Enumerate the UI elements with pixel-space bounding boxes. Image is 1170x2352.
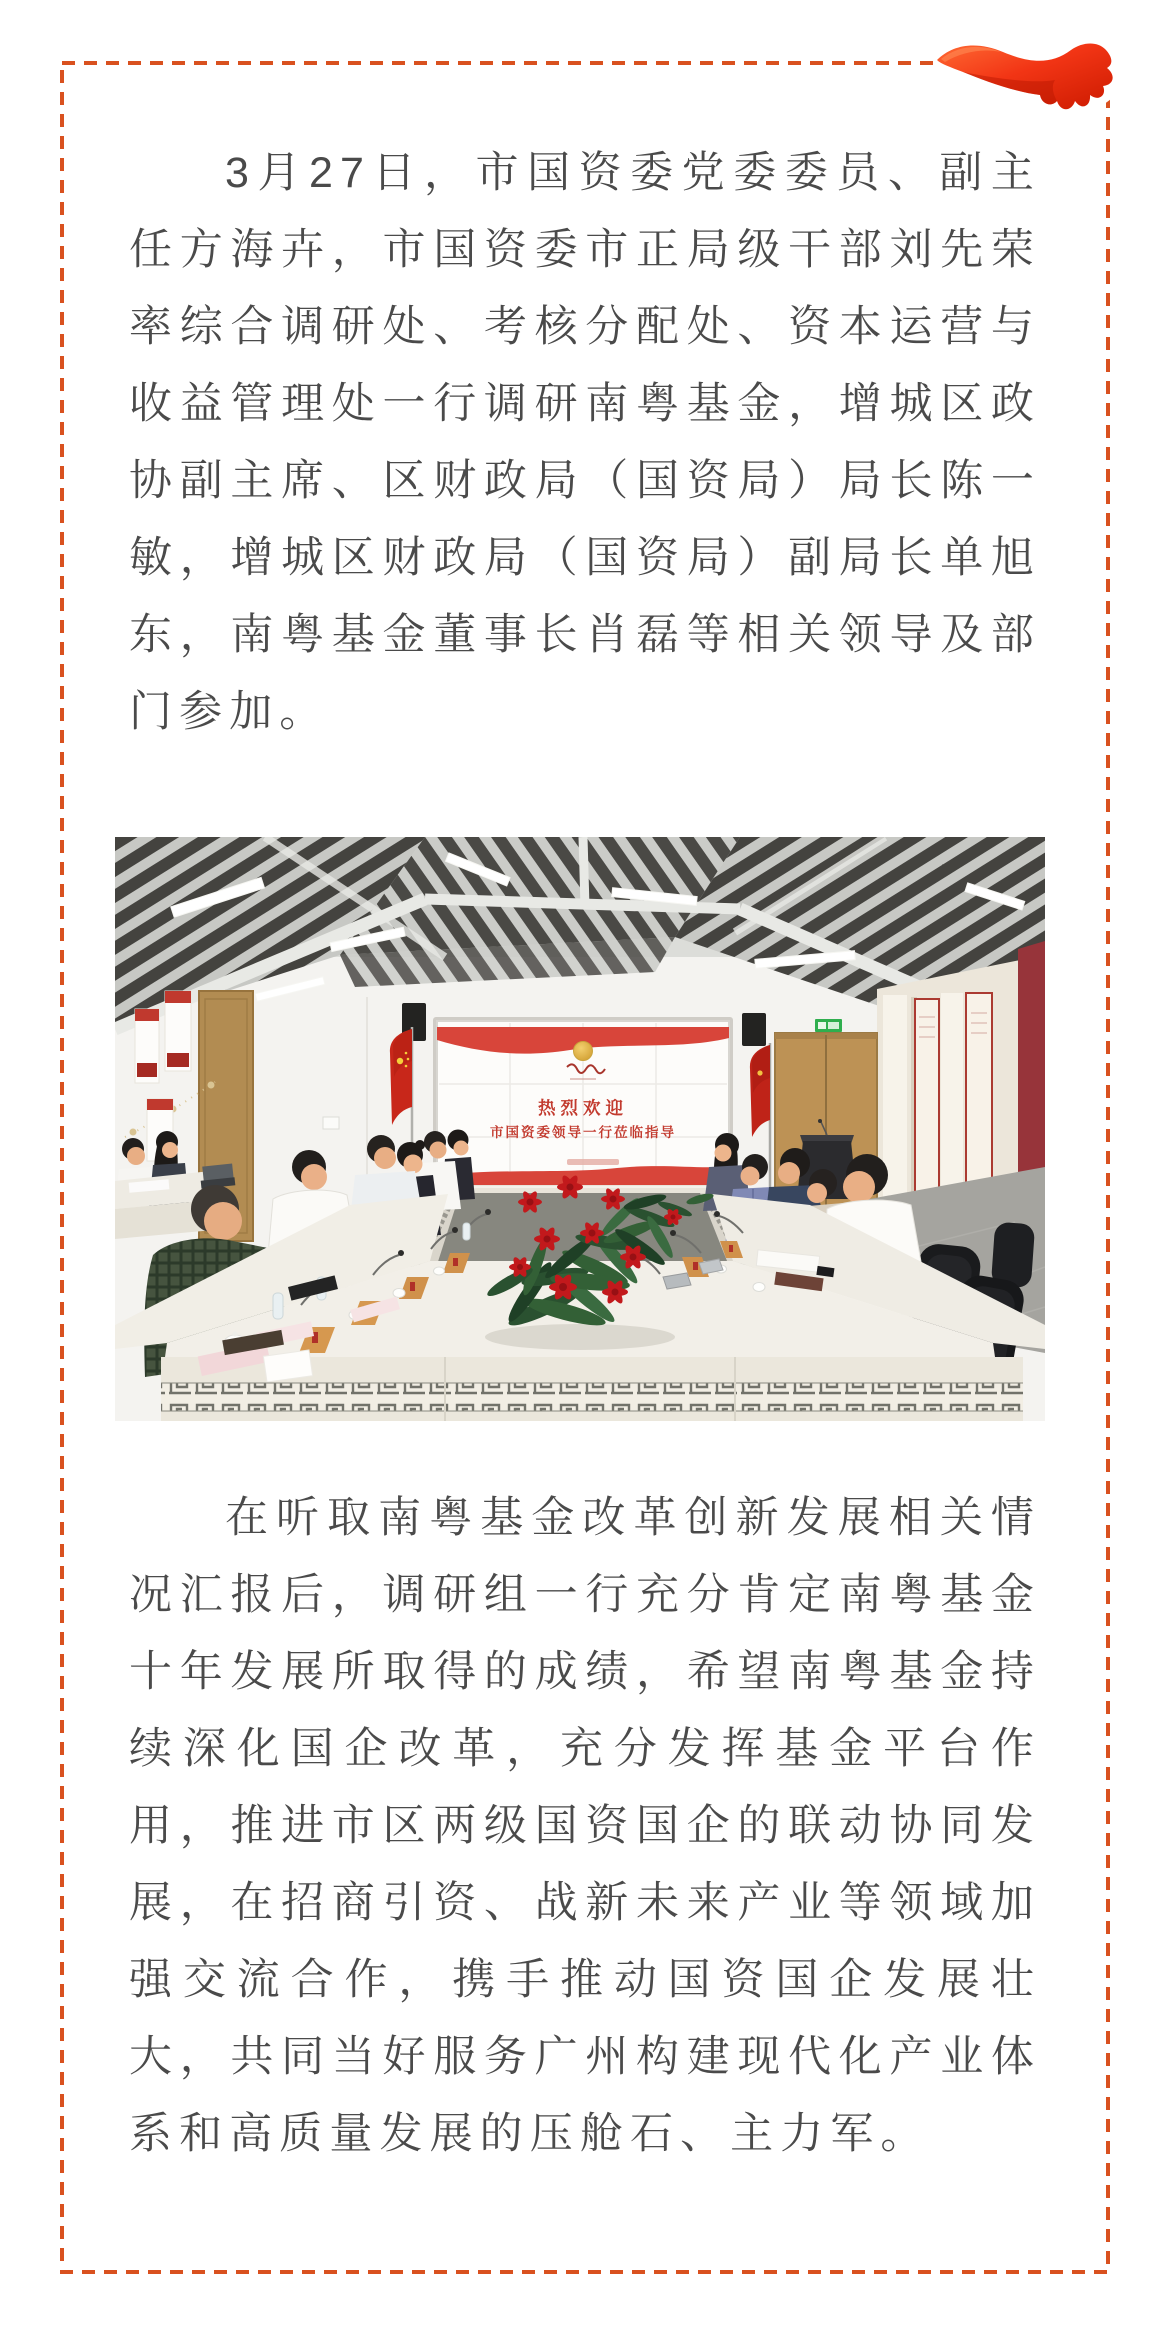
- led-screen: [433, 1017, 733, 1195]
- paragraph-2: 在听取南粤基金改革创新发展相关情况汇报后，调研组一行充分肯定南粤基金十年发展所取得的成绩，希望南粤基金持续深化国企改革，充分发挥基金平台作用，推进市区两级国资国企的联动协同发展，在招商引资、战新未来产业等领域加强交流合作，携手推动国资国企发展壮大，共同当好服务广州构建现代化产业体系和高质量发展的压舱石、主力军。: [129, 1494, 1041, 2158]
- screen-welcome-line1: 热烈欢迎: [538, 1098, 628, 1118]
- screen-welcome-line2: 市国资委领导一行莅临指导: [490, 1125, 676, 1140]
- wall-switch: [323, 1117, 339, 1129]
- speaker-right: [742, 1013, 766, 1046]
- exit-sign: [815, 1019, 842, 1032]
- paragraph-1: 3月27日，市国资委党委委员、副主任方海卉，市国资委市正局级干部刘先荣率综合调研处、考核分配处、资本运营与收益管理处一行调研南粤基金，增城区政协副主席、区财政局（国资局）局长陈一敏，增城区财政局（国资局）副局长单旭东，南粤基金董事长肖磊等相关领导及部门参加。: [129, 149, 1041, 736]
- flag-ribbon-icon: [933, 34, 1125, 126]
- meeting-photo[interactable]: [115, 837, 1045, 1421]
- meeting-photo-scene: [115, 837, 1045, 1421]
